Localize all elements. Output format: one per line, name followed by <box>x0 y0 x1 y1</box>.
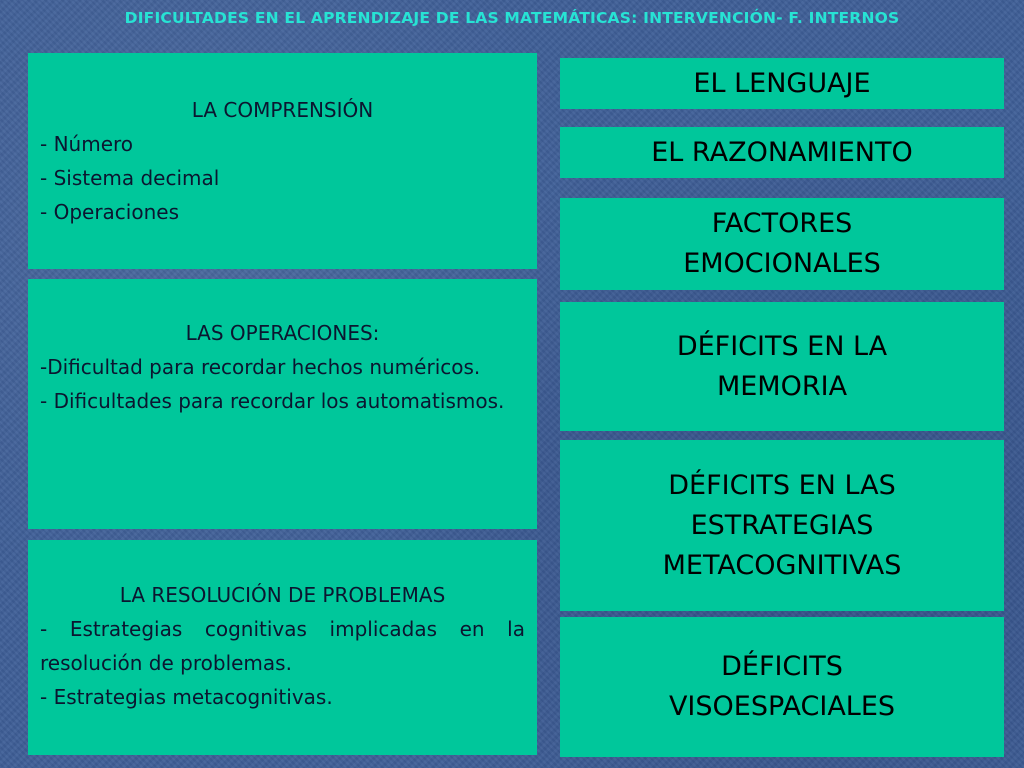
deficits-visoespaciales-box <box>560 617 1004 757</box>
lenguaje-label: EL LENGUAJE <box>693 67 871 99</box>
slide-title: DIFICULTADES EN EL APRENDIZAJE DE LAS MATEMÁTICAS: INTERVENCIÓN- F. INTERNOS <box>124 9 900 27</box>
comprension-item-operaciones: - Operaciones <box>40 200 179 224</box>
deficits-estrategias-label: DÉFICITS EN LAS ESTRATEGIAS METACOGNITIVAS <box>662 469 902 581</box>
comprension-heading: LA COMPRENSIÓN <box>191 98 374 122</box>
resolucion-problemas-heading: LA RESOLUCIÓN DE PROBLEMAS <box>119 583 446 607</box>
operaciones-item-automatismos: - Dificultades para recordar los automatismos. <box>40 389 505 413</box>
operaciones-item-hechos-numericos: -Dificultad para recordar hechos numéricos. <box>40 355 481 379</box>
deficits-memoria-label: DÉFICITS EN LA MEMORIA <box>676 330 888 402</box>
razonamiento-box <box>560 127 1004 178</box>
comprension-box <box>28 53 537 269</box>
comprension-item-sistema-decimal: - Sistema decimal <box>40 166 220 190</box>
comprension-item-numero: - Número <box>40 132 134 156</box>
deficits-memoria-box <box>560 302 1004 431</box>
deficits-estrategias-box <box>560 440 1004 611</box>
operaciones-box <box>28 279 537 529</box>
razonamiento-label: EL RAZONAMIENTO <box>651 136 913 168</box>
lenguaje-box <box>560 58 1004 109</box>
operaciones-heading: LAS OPERACIONES: <box>185 321 380 345</box>
resolucion-item-estrategias-cognitivas: - Estrategias cognitivas implicadas en la resolución de problemas. <box>40 617 525 675</box>
factores-emocionales-box <box>560 198 1004 290</box>
resolucion-problemas-box <box>28 540 537 755</box>
deficits-visoespaciales-label: DÉFICITS VISOESPACIALES <box>668 651 896 722</box>
factores-emocionales-label: FACTORES EMOCIONALES <box>683 208 881 279</box>
resolucion-item-estrategias-metacognitivas: - Estrategias metacognitivas. <box>40 685 333 709</box>
